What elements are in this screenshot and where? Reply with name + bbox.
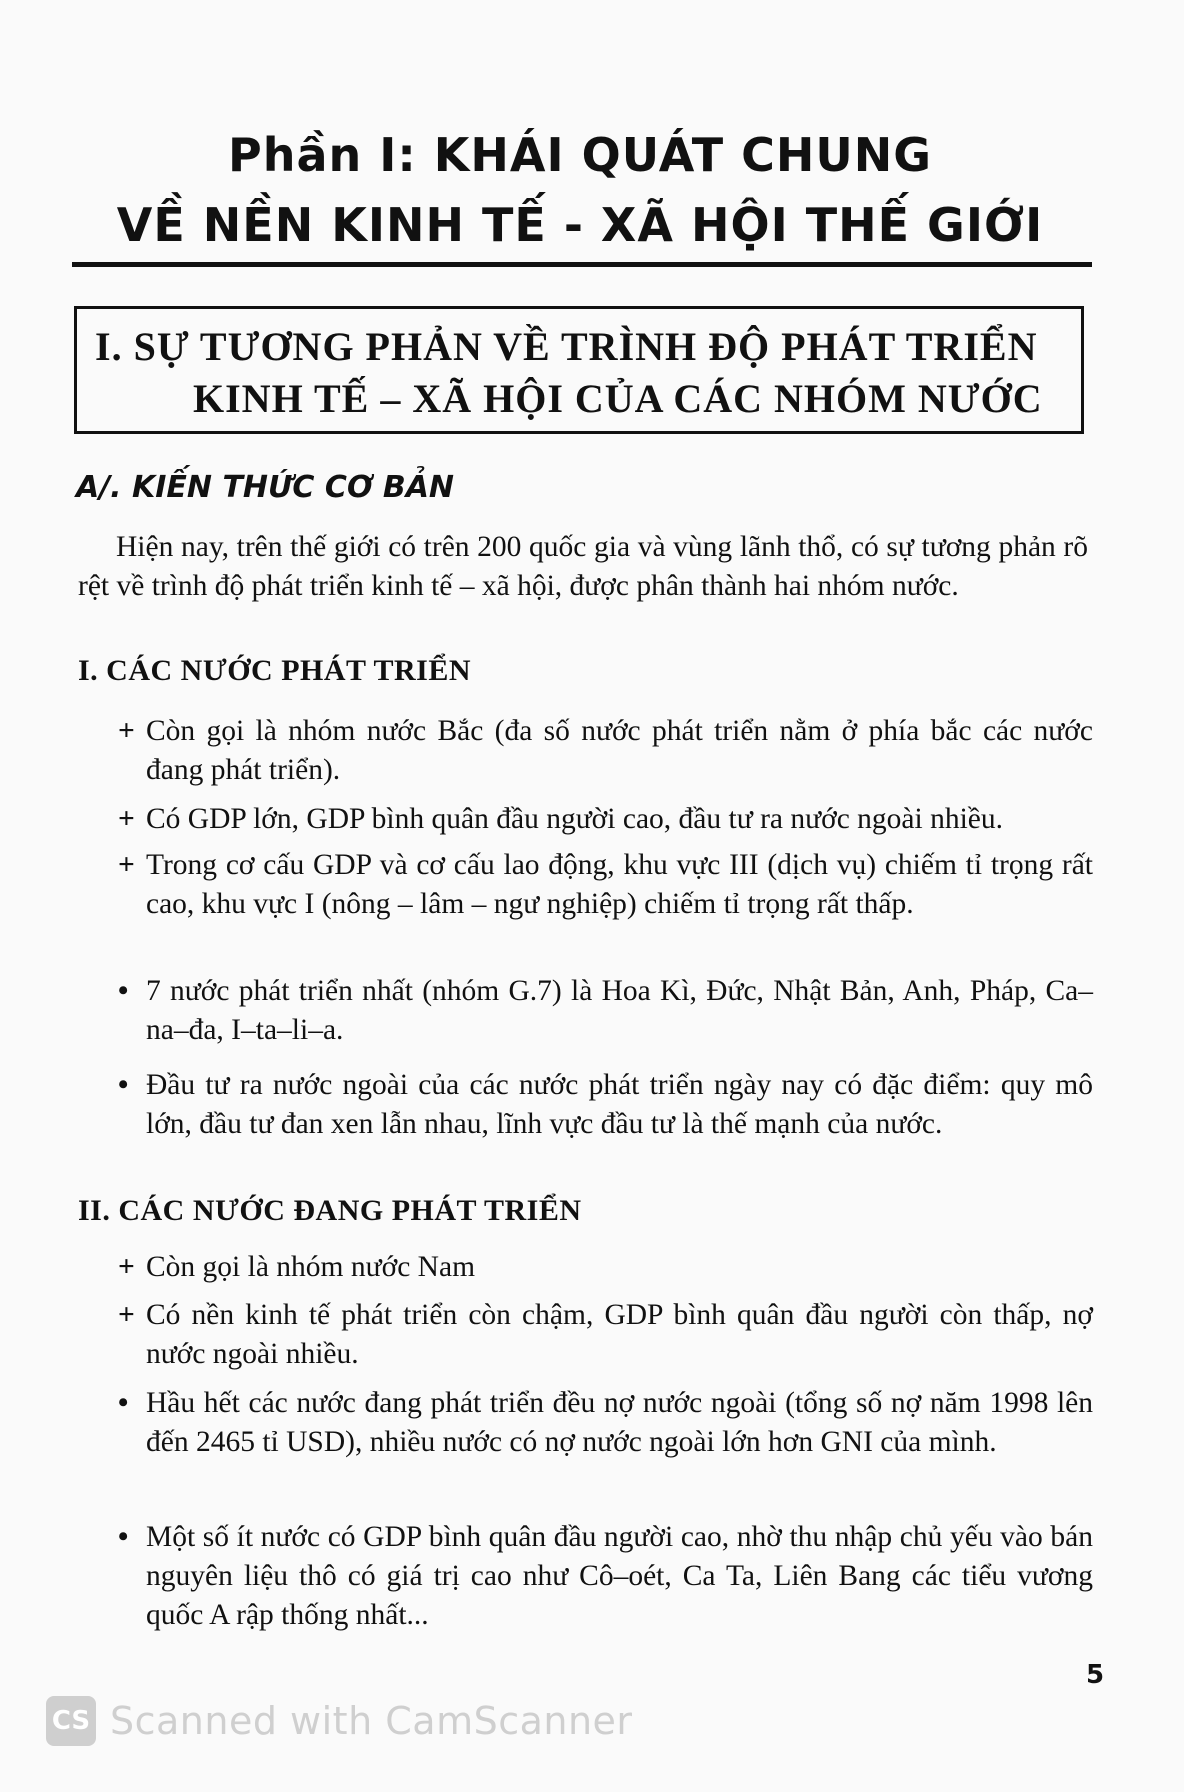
- section-title-line2: KINH TẾ – XÃ HỘI CỦA CÁC NHÓM NƯỚC: [193, 376, 1043, 421]
- list-item-text: Có nền kinh tế phát triển còn chậm, GDP bình quân đầu người còn thấp, nợ nước ngoài nhiều.: [146, 1299, 1093, 1370]
- list-item-text: 7 nước phát triển nhất (nhóm G.7) là Hoa Kì, Đức, Nhật Bản, Anh, Pháp, Ca–na–đa, I–ta–li–a.: [146, 975, 1093, 1046]
- plus-marker: +: [118, 715, 135, 747]
- subheading-basic-knowledge: A/. KIẾN THỨC CƠ BẢN: [76, 470, 455, 505]
- plus-marker: +: [118, 1251, 135, 1283]
- list-item-text: Còn gọi là nhóm nước Nam: [146, 1251, 476, 1283]
- page-number: 5: [1086, 1660, 1105, 1690]
- list-item: [118, 800, 1093, 839]
- list-item: [118, 846, 1093, 924]
- list-item: [118, 1384, 1093, 1462]
- list-item: [118, 1296, 1093, 1374]
- camscanner-logo-icon: CS: [46, 1696, 96, 1746]
- bullet-marker: •: [118, 1387, 129, 1419]
- intro-paragraph: Hiện nay, trên thế giới có trên 200 quốc gia và vùng lãnh thổ, có sự tương phản rõ rệt về trình độ phát triển kinh tế – xã hội, được phân thành hai nhóm nước.: [78, 531, 1088, 602]
- list-item-text: Đầu tư ra nước ngoài của các nước phát triển ngày nay có đặc điểm: quy mô lớn, đầu tư đan xen lẫn nhau, lĩnh vực đầu tư là thế mạnh của nước.: [146, 1069, 1093, 1140]
- list-item: [118, 1066, 1093, 1144]
- list-item-text: Trong cơ cấu GDP và cơ cấu lao động, khu vực III (dịch vụ) chiếm tỉ trọng rất cao, khu vực I (nông – lâm – ngư nghiệp) chiếm tỉ trọng rất thấp.: [146, 849, 1093, 920]
- bullet-marker: •: [118, 975, 129, 1007]
- list-item-text: Có GDP lớn, GDP bình quân đầu người cao, đầu tư ra nước ngoài nhiều.: [146, 803, 1003, 835]
- heading-developed-countries: I. CÁC NƯỚC PHÁT TRIỂN: [78, 654, 471, 687]
- plus-marker: +: [118, 803, 135, 835]
- heading-developing-countries: II. CÁC NƯỚC ĐANG PHÁT TRIỂN: [78, 1194, 582, 1227]
- list-item: [118, 1518, 1093, 1635]
- plus-marker: +: [118, 1299, 135, 1331]
- bullet-marker: •: [118, 1521, 129, 1553]
- camscanner-watermark: [46, 1695, 633, 1747]
- part-title: [70, 120, 1090, 260]
- section-title-line1: I. SỰ TƯƠNG PHẢN VỀ TRÌNH ĐỘ PHÁT TRIỂN: [95, 324, 1038, 369]
- watermark-text: Scanned with CamScanner: [110, 1699, 633, 1743]
- part-title-line2: VỀ NỀN KINH TẾ - XÃ HỘI THẾ GIỚI: [116, 198, 1044, 252]
- title-underline: [72, 262, 1092, 267]
- list-item-text: Hầu hết các nước đang phát triển đều nợ nước ngoài (tổng số nợ năm 1998 lên đến 2465 tỉ USD), nhiều nước có nợ nước ngoài lớn hơn GNI của mình.: [146, 1387, 1093, 1458]
- list-item: [118, 712, 1093, 790]
- section-title-box: [74, 306, 1084, 434]
- plus-marker: +: [118, 849, 135, 881]
- part-title-line1: Phần I: KHÁI QUÁT CHUNG: [228, 128, 932, 182]
- bullet-marker: •: [118, 1069, 129, 1101]
- list-item-text: Một số ít nước có GDP bình quân đầu người cao, nhờ thu nhập chủ yếu vào bán nguyên liệu thô có giá trị cao như Cô–oét, Ca Ta, Liên Bang các tiểu vương quốc A rập thống nhất...: [146, 1521, 1093, 1631]
- list-item-text: Còn gọi là nhóm nước Bắc (đa số nước phát triển nằm ở phía bắc các nước đang phát triển).: [146, 715, 1093, 786]
- list-item: [118, 1248, 1093, 1287]
- list-item: [118, 972, 1093, 1050]
